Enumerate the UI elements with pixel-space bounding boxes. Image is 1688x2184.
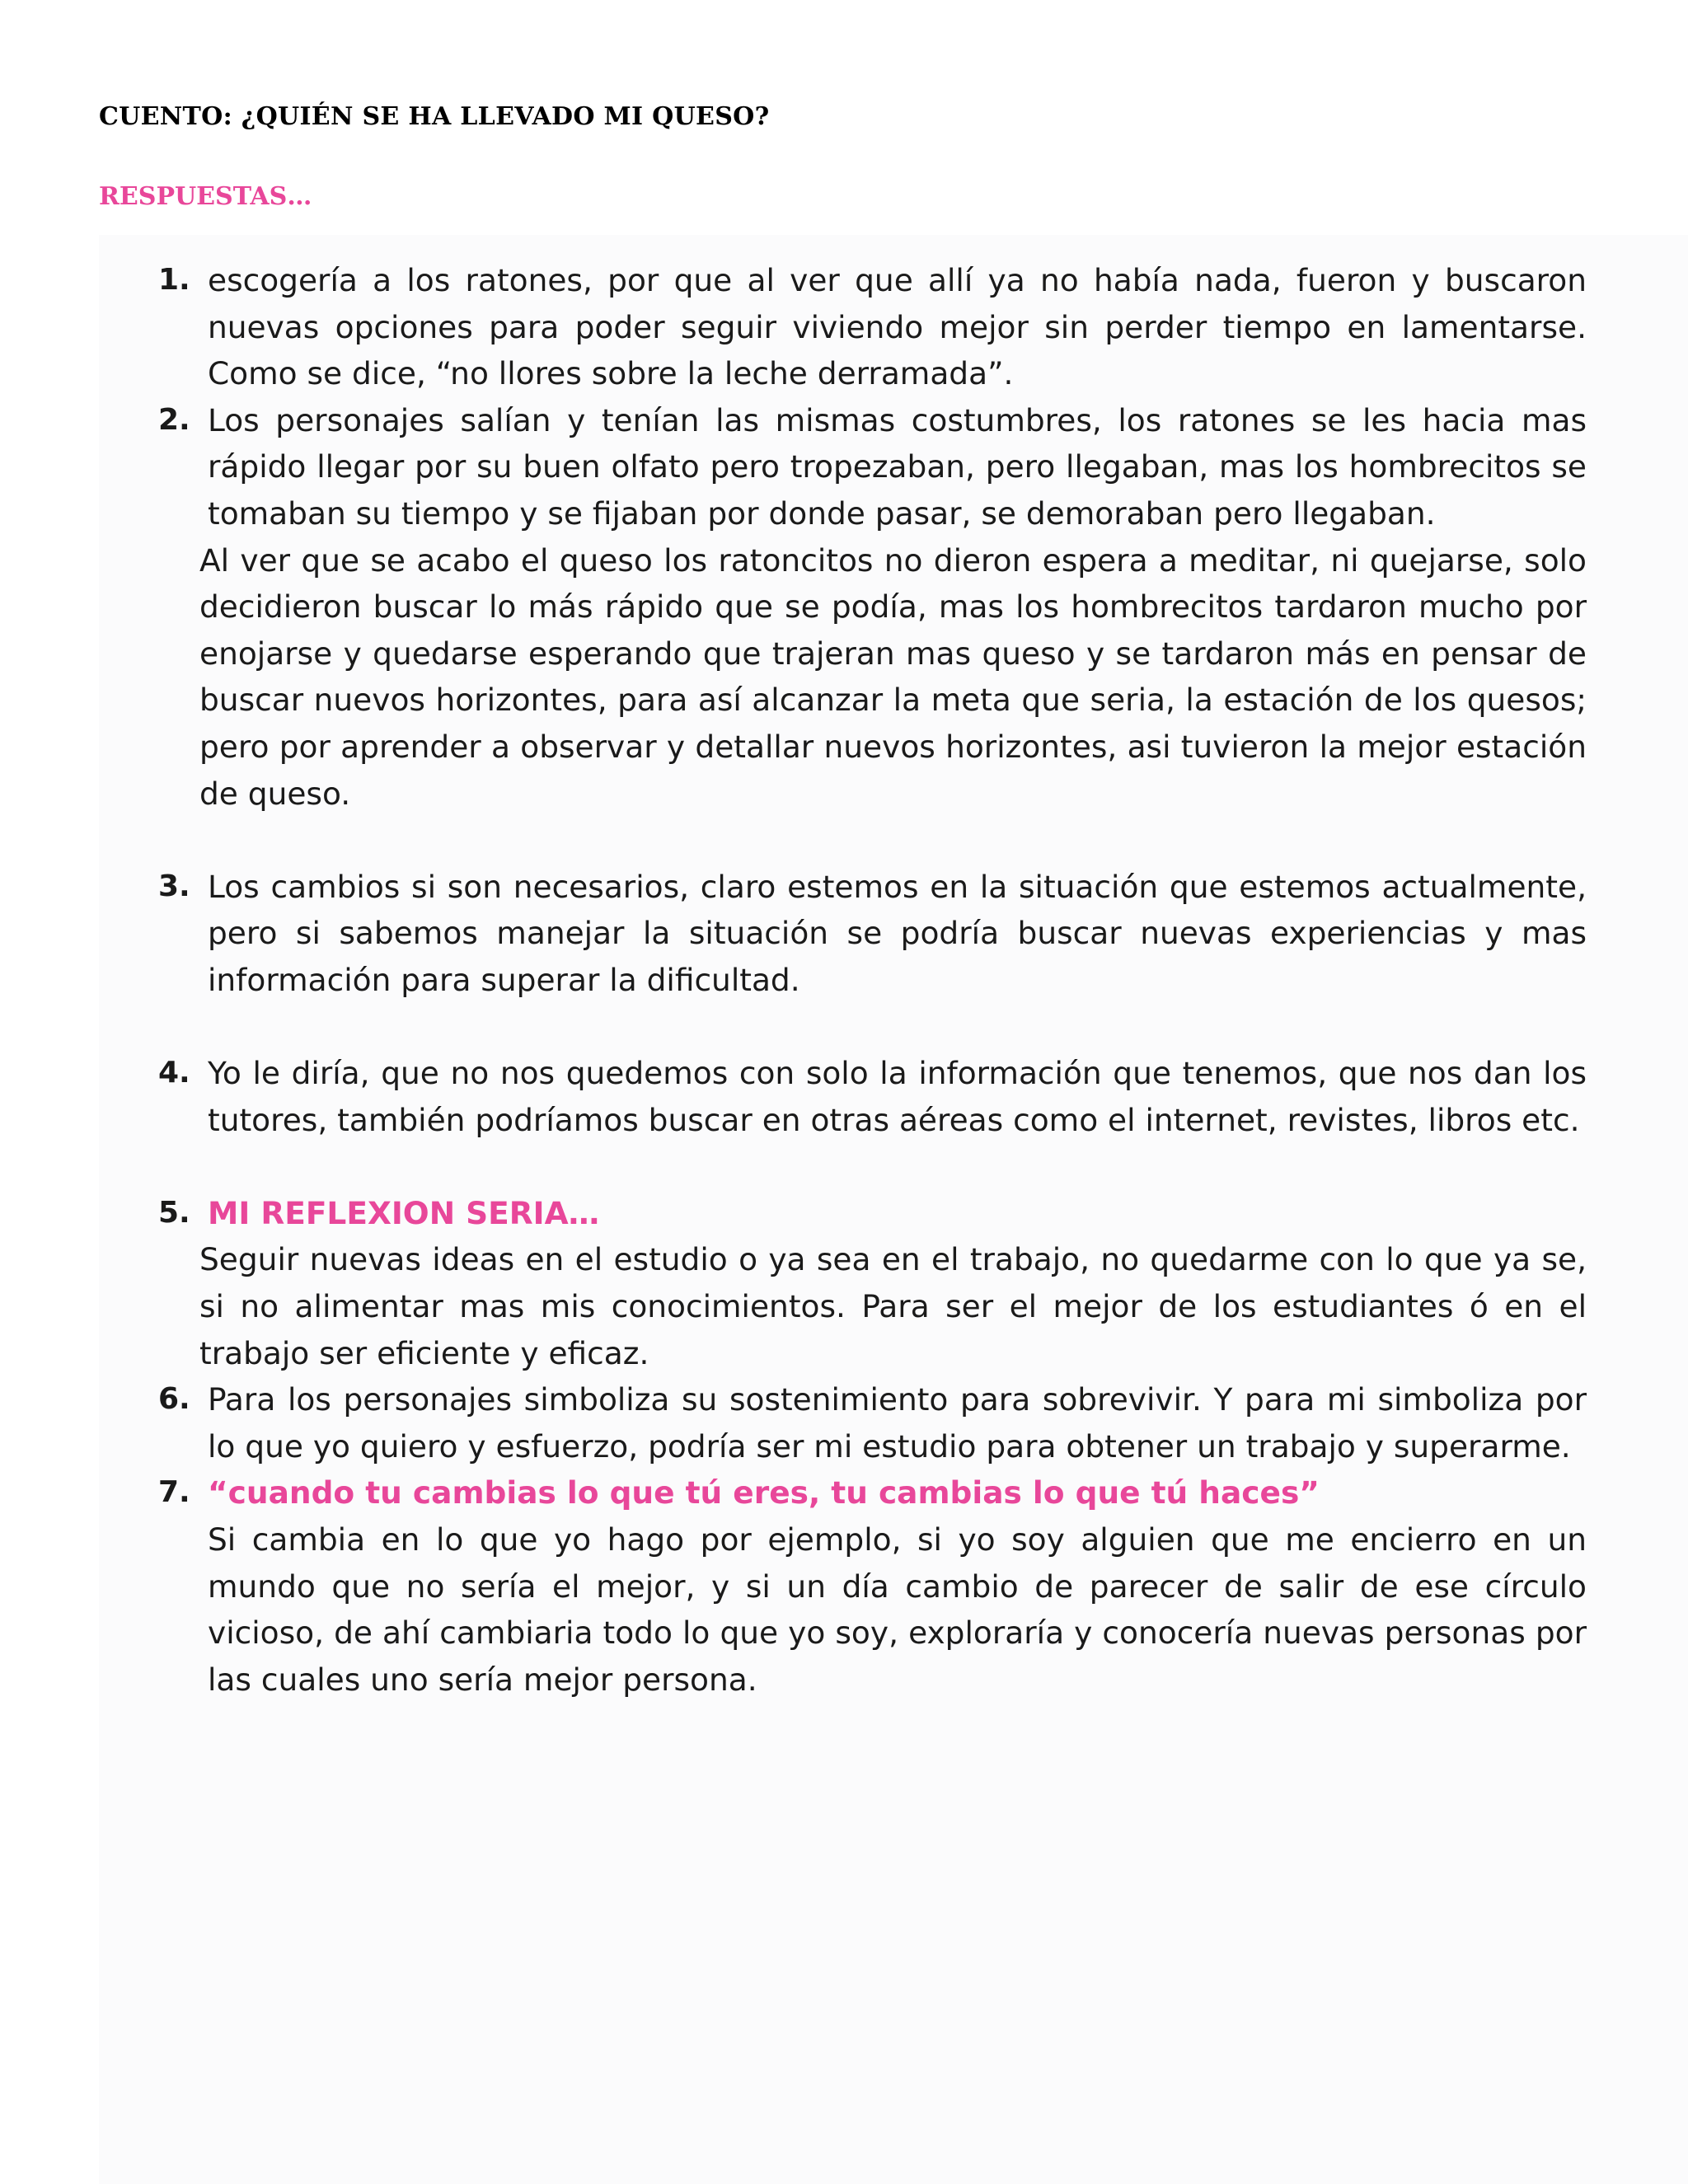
answer-item-6 [0, 1376, 1587, 1469]
answers-list [0, 257, 1688, 1703]
answer-text: Los cambios si son necesarios, claro estemos en la situación que estemos actualmente, pero si sabemos manejar la situación se podría buscar nuevas experiencias y mas información para superar la dificultad. [208, 868, 1587, 998]
answer-number: 5. [158, 1195, 190, 1230]
answer-continuation: Seguir nuevas ideas en el estudio o ya sea en el trabajo, no quedarme con lo que ya se, si no alimentar mas mis conocimientos. Para ser el mejor de los estudiantes ó en el trabajo ser eficiente y eficaz. [199, 1241, 1587, 1371]
answer-text: Los personajes salían y tenían las mismas costumbres, los ratones se les hacia mas rápido llegar por su buen olfato pero tropezaban, pero llegaban, mas los hombrecitos se tomaban su tiempo y se fijaban por donde pasar, se demoraban pero llegaban. [208, 401, 1587, 532]
answer-text: escogería a los ratones, por que al ver que allí ya no había nada, fueron y buscaron nuevas opciones para poder seguir viviendo mejor sin perder tiempo en lamentarse. Como se dice, “no llores sobre la leche derramada”. [208, 262, 1587, 392]
answer-number: 6. [158, 1382, 190, 1417]
document-title: CUENTO: ¿QUIÉN SE HA LLEVADO MI QUESO? [99, 102, 770, 131]
quote-heading: “cuando tu cambias lo que tú eres, tu cambias lo que tú haces” [208, 1474, 1320, 1511]
answer-item-4 [0, 1050, 1587, 1143]
answer-item-3 [0, 864, 1587, 1004]
answers-heading: RESPUESTAS… [99, 182, 312, 211]
answer-number: 7. [158, 1475, 190, 1510]
paragraph-spacer [0, 817, 1688, 864]
answer-text: Para los personajes simboliza su sostenimiento para sobrevivir. Y para mi simboliza por lo que yo quiero y esfuerzo, podría ser mi estudio para obtener un trabajo y superarme. [208, 1381, 1587, 1465]
answer-continuation: Al ver que se acabo el queso los ratoncitos no dieron espera a meditar, ni quejarse, solo decidieron buscar lo más rápido que se podía, mas los hombrecitos tardaron mucho por enojarse y quedarse esperando que trajeran mas queso y se tardaron más en pensar de buscar nuevos horizontes, para así alcanzar la meta que seria, la estación de los quesos; pero por aprender a observar y detallar nuevos horizontes, asi tuvieron la mejor estación de queso. [199, 541, 1587, 812]
paragraph-spacer [0, 1004, 1688, 1051]
answer-item-7 [0, 1469, 1587, 1703]
answer-text: Yo le diría, que no nos quedemos con solo la información que tenemos, que nos dan los tutores, también podríamos buscar en otras aéreas como el internet, revistes, libros etc. [208, 1055, 1587, 1138]
answer-number: 1. [158, 263, 190, 297]
answer-item-1 [0, 257, 1587, 397]
answer-number: 4. [158, 1056, 190, 1090]
answer-number: 3. [158, 869, 190, 903]
paragraph-spacer [0, 1143, 1688, 1190]
answer-text: Si cambia en lo que yo hago por ejemplo, si yo soy alguien que me encierro en un mundo que no sería el mejor, y si un día cambio de parecer de salir de ese círculo vicioso, de ahí cambiaria todo lo que yo soy, exploraría y conocería nuevas personas por las cuales uno sería mejor persona. [208, 1521, 1587, 1698]
answer-item-5 [0, 1190, 1587, 1237]
answer-number: 2. [158, 402, 190, 437]
answer-item-2 [0, 397, 1587, 537]
reflection-heading: MI REFLEXION SERIA… [208, 1194, 600, 1231]
